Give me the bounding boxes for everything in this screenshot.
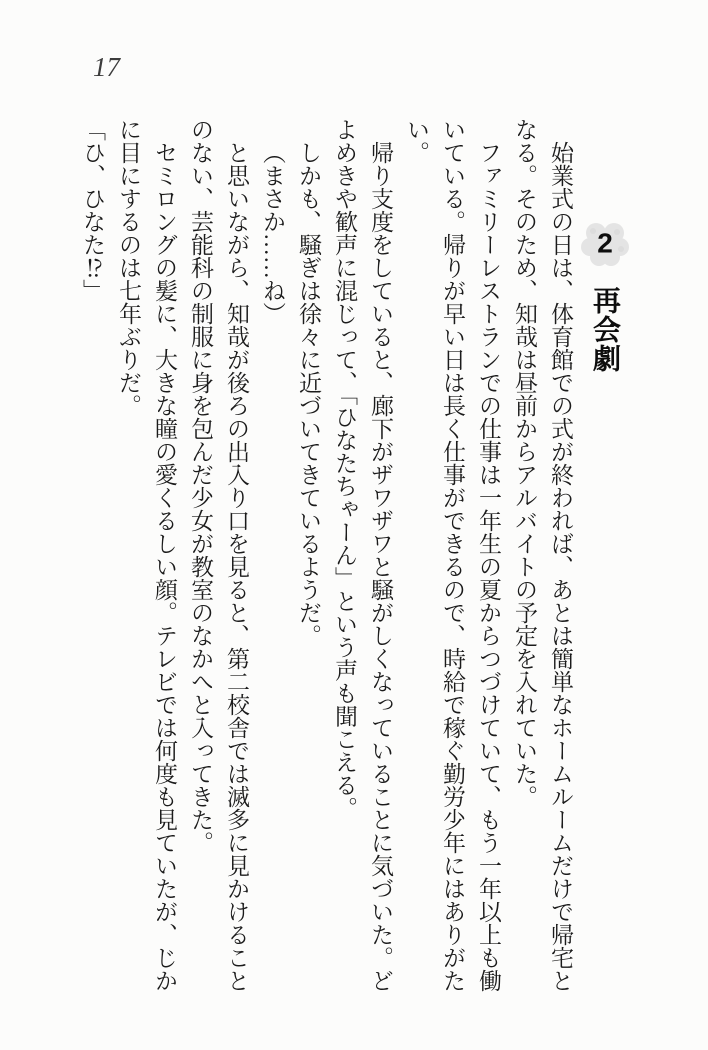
- chapter-title: 再会劇: [590, 286, 621, 373]
- paragraph: しかも、騒ぎは徐々に近づいてきているようだ。: [296, 141, 321, 647]
- chapter-number-badge: [577, 220, 633, 270]
- paragraph: 帰り支度をしていると、廊下がザワザワと騒がしくなっていることに気づいた。どよめきや歓声に混じって、「ひなたちゃーん」という声も聞こえる。: [332, 118, 393, 992]
- paragraph: ファミリーレストランでの仕事は一年生の夏からつづけていて、もう一年以上も働いている。帰りが早い日は長く仕事ができるので、時給で稼ぐ勤労少年にはありがたい。: [404, 118, 501, 992]
- paragraph: セミロングの髪に、大きな瞳の愛くるしい顔。テレビでは何度も見ていたが、じかに目にするのは七年ぶりだ。: [116, 118, 177, 992]
- chapter-heading: [576, 220, 634, 373]
- paragraph: （まさか……ね）: [260, 141, 285, 325]
- paragraph: 始業式の日は、体育館での式が終われば、あとは簡単なホームルームだけで帰宅となる。そのため、知哉は昼前からアルバイトの予定を入れていた。: [512, 118, 573, 992]
- page-number: 17: [93, 52, 120, 82]
- chapter-number: 2: [597, 227, 613, 259]
- paragraph-dialogue: 「ひ、ひなた⁉」: [80, 118, 105, 302]
- paragraph: と思いながら、知哉が後ろの出入り口を見ると、第二校舎では滅多に見かけることのない、芸能科の制服に身を包んだ少女が教室のなかへと入ってきた。: [188, 118, 249, 992]
- body-text: [72, 118, 578, 994]
